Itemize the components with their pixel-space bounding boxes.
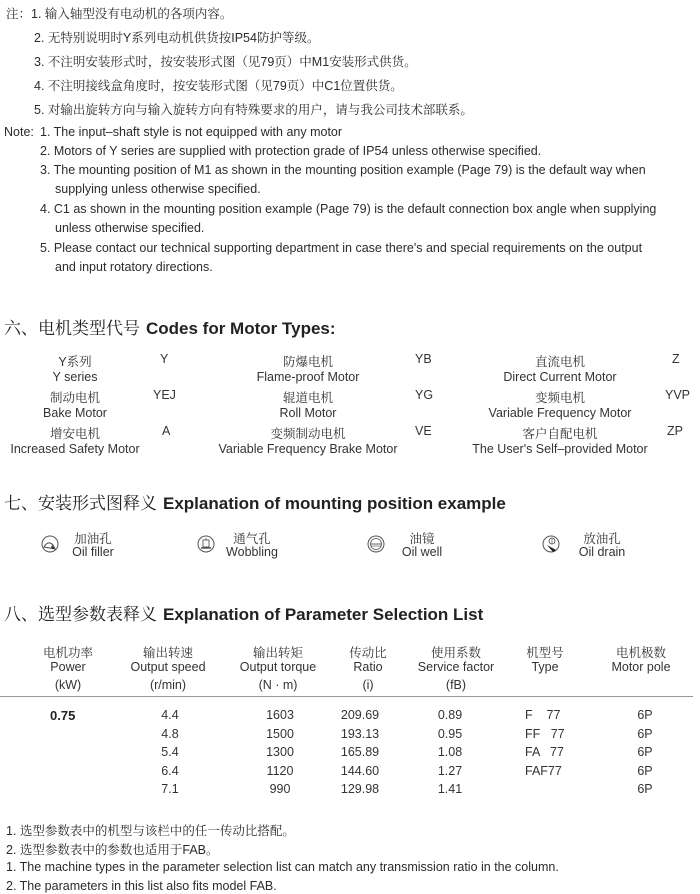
cell-service-factor: 0.95 (437, 726, 463, 741)
header-torque-unit: (N · m) (258, 678, 298, 692)
cell-service-factor: 1.41 (437, 782, 463, 796)
table-divider (0, 696, 693, 697)
footnote-en-1: 1. The machine types in the parameter selection list can match any transmission ratio in the column. (6, 860, 559, 874)
footnote-en-2: 2. The parameters in this list also fits model FAB. (6, 879, 277, 893)
mounting-label-cn: 放油孔 (583, 532, 621, 546)
header-speed-en: Output speed (130, 660, 206, 674)
cn-note-4: 4. 不注明接线盒角度时，按安装形式图（见79页）中C1位置供货。 (34, 79, 403, 93)
header-ratio-en: Ratio (353, 660, 383, 674)
cell-torque: 990 (269, 782, 291, 796)
cell-ratio: 209.69 (340, 708, 380, 722)
cell-motor-pole: 6P (637, 782, 653, 796)
header-type-en: Type (531, 660, 559, 674)
header-fb-unit: (fB) (445, 678, 467, 692)
cn-note-5: 5. 对输出旋转方向与输入旋转方向有特殊要求的用户，请与我公司技术部联系。 (34, 103, 473, 117)
header-torque-cn: 输出转矩 (252, 646, 303, 660)
power-value: 0.75 (50, 708, 76, 723)
cell-speed: 5.4 (161, 745, 179, 759)
motor-type-en: Flame-proof Motor (256, 370, 360, 384)
header-fb-cn: 使用系数 (430, 646, 481, 660)
motor-type-cn: 增安电机 (49, 427, 100, 441)
section-title-cn: 八、选型参数表释义 (4, 605, 157, 625)
mounting-label-en: Oil well (401, 545, 443, 559)
cell-torque: 1603 (266, 708, 294, 722)
motor-type-cn: Y系列 (58, 355, 92, 369)
cell-ratio: 165.89 (340, 745, 380, 759)
motor-type-code: YG (415, 388, 434, 402)
motor-type-code: YVP (665, 388, 691, 402)
en-note-4-cont: unless otherwise specified. (55, 221, 205, 235)
en-note-5: 5. Please contact our technical supporting department in case there's and special requirements on the output (40, 241, 643, 255)
header-power-unit: (kW) (54, 678, 82, 692)
en-note-5-cont: and input rotatory directions. (55, 260, 213, 274)
section-params-title (4, 600, 483, 625)
motor-type-cn: 防爆电机 (282, 355, 333, 369)
cell-type: F 77 (525, 708, 561, 722)
motor-type-en: Y series (52, 370, 98, 384)
cell-speed: 6.4 (161, 763, 179, 778)
cell-type: FF 77 (525, 726, 565, 741)
cell-motor-pole: 6P (637, 726, 653, 741)
mounting-label-cn: 通气孔 (233, 532, 271, 546)
motor-type-code: YB (415, 352, 432, 366)
cell-torque: 1500 (266, 726, 294, 741)
cell-ratio: 144.60 (340, 763, 380, 778)
header-speed-cn: 输出转速 (142, 646, 193, 660)
cell-ratio: 129.98 (340, 782, 380, 796)
cell-speed: 4.4 (161, 708, 179, 722)
cell-torque: 1300 (266, 745, 294, 759)
section-title-cn: 七、安装形式图释义 (4, 494, 157, 514)
en-note-4: 4. C1 as shown in the mounting position example (Page 79) is the default connection box angle when supplying (40, 202, 657, 216)
mounting-label-cn: 加油孔 (74, 532, 112, 546)
motor-type-cn: 变频电机 (534, 391, 585, 405)
motor-type-cn: 直流电机 (534, 355, 585, 369)
mounting-label-en: Oil filler (72, 545, 114, 559)
cell-type: FA 77 (525, 745, 564, 759)
cn-notes-prefix: 注： (6, 7, 32, 21)
motor-type-en: Increased Safety Motor (10, 442, 140, 456)
section-title-en: Explanation of mounting position example (163, 494, 506, 513)
motor-type-code: VE (415, 424, 432, 438)
cell-speed: 4.8 (161, 726, 179, 741)
cell-motor-pole: 6P (637, 763, 653, 778)
header-speed-unit: (r/min) (149, 678, 187, 692)
cn-note-2: 2. 无特别说明时Y系列电动机供货按IP54防护等级。 (34, 31, 320, 45)
cell-service-factor: 1.27 (437, 763, 463, 778)
header-power-cn: 电机功率 (42, 646, 93, 660)
motor-type-cn: 变频制动电机 (270, 427, 346, 441)
section-title-en: Codes for Motor Types: (146, 319, 336, 338)
section-motor-codes-title (4, 314, 336, 339)
motor-type-cn: 辊道电机 (282, 391, 333, 405)
motor-type-en: The User's Self–provided Motor (472, 442, 648, 456)
header-pole-cn: 电机极数 (615, 646, 666, 660)
header-power-en: Power (50, 660, 86, 674)
en-note-2: 2. Motors of Y series are supplied with protection grade of IP54 unless otherwise specified. (40, 144, 542, 158)
header-pole-en: Motor pole (611, 660, 671, 674)
motor-type-en: Variable Frequency Motor (488, 406, 632, 420)
header-torque-en: Output torque (239, 660, 317, 674)
motor-type-en: Variable Frequency Brake Motor (218, 442, 398, 456)
mounting-label-en: Wobbling (226, 545, 278, 559)
motor-type-code: Y (160, 352, 169, 366)
motor-type-code: Z (672, 352, 680, 366)
cell-service-factor: 1.08 (437, 745, 463, 759)
header-ratio-cn: 传动比 (349, 646, 387, 660)
motor-type-code: YEJ (153, 388, 176, 402)
section-title-cn: 六、电机类型代号 (4, 319, 140, 339)
header-fb-en: Service factor (417, 660, 495, 674)
motor-type-code: A (162, 424, 171, 438)
section-mounting-title (4, 489, 506, 514)
mounting-label-en: Oil drain (578, 545, 626, 559)
motor-type-en: Roll Motor (279, 406, 337, 420)
motor-type-cn: 制动电机 (49, 391, 100, 405)
oil-drain-icon (541, 534, 561, 554)
mounting-label-cn: 油镜 (409, 532, 435, 546)
en-note-3: 3. The mounting position of M1 as shown in the mounting position example (Page 79) is the default way when (40, 163, 646, 177)
cell-torque: 1120 (266, 763, 294, 778)
header-ratio-unit: (i) (362, 678, 374, 692)
motor-type-cn: 客户自配电机 (522, 427, 598, 441)
cell-ratio: 193.13 (340, 726, 380, 741)
cell-type: FAF77 (525, 763, 562, 778)
en-notes-prefix: Note: (4, 125, 34, 139)
footnote-cn-1: 1. 选型参数表中的机型与该栏中的任一传动比搭配。 (6, 824, 295, 838)
cell-speed: 7.1 (161, 782, 179, 796)
motor-type-en: Direct Current Motor (503, 370, 617, 384)
section-title-en: Explanation of Parameter Selection List (163, 605, 484, 624)
footnote-cn-2: 2. 选型参数表中的参数也适用于FAB。 (6, 843, 219, 857)
cn-note-1: 1. 输入轴型没有电动机的各项内容。 (31, 7, 233, 21)
cell-motor-pole: 6P (637, 745, 653, 759)
cell-motor-pole: 6P (637, 708, 653, 722)
cn-note-3: 3. 不注明安装形式时，按安装形式图（见79页）中M1安装形式供货。 (34, 55, 417, 69)
motor-type-en: Bake Motor (43, 406, 107, 420)
en-note-1: 1. The input–shaft style is not equipped with any motor (40, 125, 343, 139)
header-type-cn: 机型号 (526, 646, 564, 660)
cell-service-factor: 0.89 (437, 708, 463, 722)
motor-type-code: ZP (667, 424, 683, 438)
en-note-3-cont: supplying unless otherwise specified. (55, 182, 261, 196)
